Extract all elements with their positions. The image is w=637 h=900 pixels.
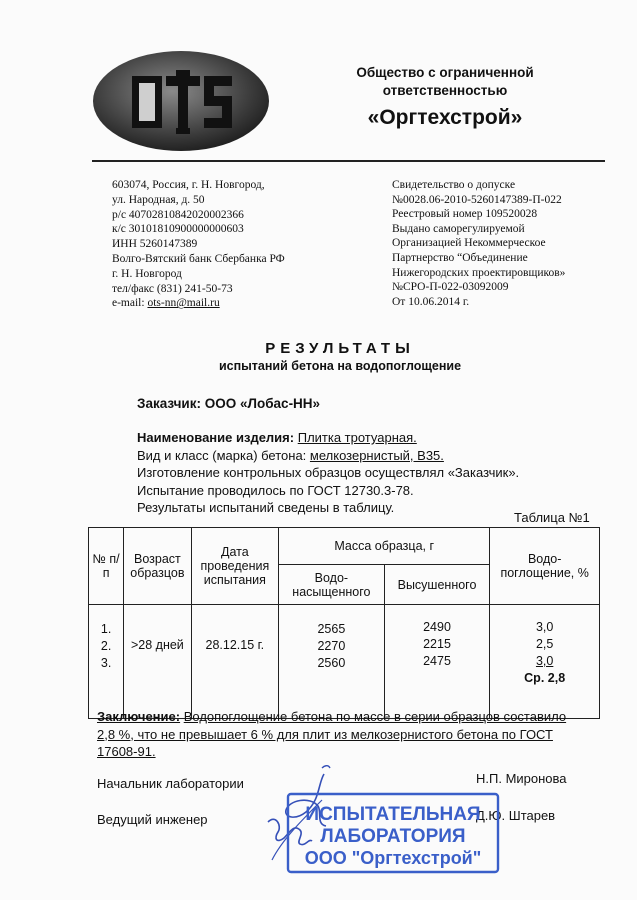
wet-value: 2565: [317, 622, 346, 636]
certificate-line: №0028.06-2010-5260147389-П-022: [392, 193, 562, 206]
address-line: г. Н. Новгород: [112, 267, 182, 280]
company-name: «Оргтехстрой»: [367, 106, 523, 129]
absorption-value: 3,0: [535, 620, 554, 634]
address-line: 603074, Россия, г. Н. Новгород,: [112, 179, 265, 191]
wet-value: 2270: [317, 639, 346, 653]
product-label: Наименование изделия:: [137, 430, 295, 445]
signature-role-1: Начальник лаборатории: [97, 776, 244, 791]
wet-cell: [279, 605, 385, 719]
header-mass: Масса образца, г: [279, 528, 490, 565]
signature-role-2: Ведущий инженер: [97, 812, 208, 827]
certificate-line: Партнерство “Объединение: [392, 251, 528, 264]
absorption-average: Ср. 2,8: [524, 671, 566, 685]
product-value: Плитка тротуарная.: [297, 430, 417, 445]
email-line: [112, 296, 362, 311]
company-line-2: ответственностью: [382, 83, 508, 98]
row-num: 3.: [100, 656, 112, 670]
signature-name-1: Н.П. Миронова: [476, 771, 567, 786]
product-info: [137, 429, 519, 517]
conclusion: [97, 708, 607, 761]
certificate-line: №СРО-П-022-03092009: [392, 281, 509, 294]
header-absorption: Водо-поглощение, %: [490, 528, 600, 605]
certificate-line: От 10.06.2014 г.: [392, 295, 470, 308]
signature-name-2: Д.Ю. Штарев: [476, 808, 556, 823]
absorption-value: 2,5: [535, 637, 554, 651]
company-logo: [92, 50, 270, 152]
stamp-line-1: ИСПЫТАТЕЛЬНАЯ: [305, 804, 481, 825]
header-divider: [92, 160, 605, 162]
wet-value: 2560: [317, 656, 346, 670]
gost-line: Испытание проводилось по ГОСТ 12730.3-78.: [137, 482, 414, 498]
certificate-line: Реестровый номер 109520028: [392, 208, 538, 221]
absorption-value: 3,0: [535, 654, 554, 668]
product-line: [137, 429, 519, 447]
email-link[interactable]: ots-nn@mail.ru: [147, 297, 220, 310]
company-address: [112, 178, 362, 311]
class-line: [137, 447, 519, 465]
address-line: к/с 30101810900000000603: [112, 223, 244, 236]
dry-cell: [384, 605, 490, 719]
company-header: [330, 64, 560, 130]
address-line: р/с 40702810842020002366: [112, 208, 244, 221]
absorption-cell: [490, 605, 600, 719]
laboratory-stamp: [262, 760, 512, 880]
address-line: тел/факс (831) 241-50-73: [112, 282, 233, 295]
document-subtitle: испытаний бетона на водопоглощение: [218, 359, 462, 373]
conclusion-text-2: 2,8 %, что не превышает 6 % для плит из мелкозернистого бетона по ГОСТ: [97, 726, 553, 742]
company-line-1: Общество с ограниченной: [356, 65, 534, 80]
address-line: ИНН 5260147389: [112, 238, 198, 251]
age-cell: >28 дней: [124, 605, 191, 719]
conclusion-text-1: Водопоглощение бетона по массе в серии образцов составило: [183, 709, 567, 724]
results-line: Результаты испытаний сведены в таблицу.: [137, 500, 395, 515]
row-num: 1.: [100, 622, 112, 636]
certificate-info: [392, 178, 622, 309]
document-title: РЕЗУЛЬТАТЫ: [265, 340, 415, 357]
address-line: ул. Народная, д. 50: [112, 193, 205, 206]
certificate-line: Выдано саморегулируемой: [392, 222, 525, 235]
samples-line: Изготовление контрольных образцов осуществлял «Заказчик».: [137, 465, 520, 480]
header-age: Возраст образцов: [124, 528, 191, 605]
dry-value: 2490: [423, 620, 451, 634]
certificate-line: Свидетельство о допуске: [392, 179, 516, 191]
certificate-line: Нижегородских проектировщиков»: [392, 266, 566, 279]
conclusion-text-3: 17608-91.: [97, 744, 156, 759]
stamp-line-3: ООО "Оргтехстрой": [304, 848, 482, 868]
table-row: [89, 605, 600, 719]
customer-line: Заказчик: ООО «Лобас-НН»: [137, 396, 321, 411]
num-cell: [89, 605, 124, 719]
stamp-line-2: ЛАБОРАТОРИЯ: [320, 826, 466, 847]
class-value: мелкозернистый, В35.: [309, 447, 444, 463]
certificate-line: Организацией Некоммерческое: [392, 237, 546, 250]
header-num: № п/п: [89, 528, 124, 605]
header-date: Дата проведения испытания: [191, 528, 279, 605]
header-dry: Высушенного: [384, 565, 490, 605]
header-wet: Водо-насыщенного: [279, 565, 385, 605]
dry-value: 2475: [423, 654, 451, 668]
date-cell: 28.12.15 г.: [191, 605, 279, 719]
row-num: 2.: [100, 639, 112, 653]
email-label: e-mail:: [112, 297, 148, 310]
address-line: Волго-Вятский банк Сбербанка РФ: [112, 252, 285, 265]
dry-value: 2215: [423, 637, 451, 651]
table-number: Таблица №1: [514, 510, 590, 525]
results-table: [88, 527, 600, 719]
conclusion-label: Заключение:: [97, 709, 181, 724]
class-label: Вид и класс (марка) бетона:: [137, 447, 307, 463]
